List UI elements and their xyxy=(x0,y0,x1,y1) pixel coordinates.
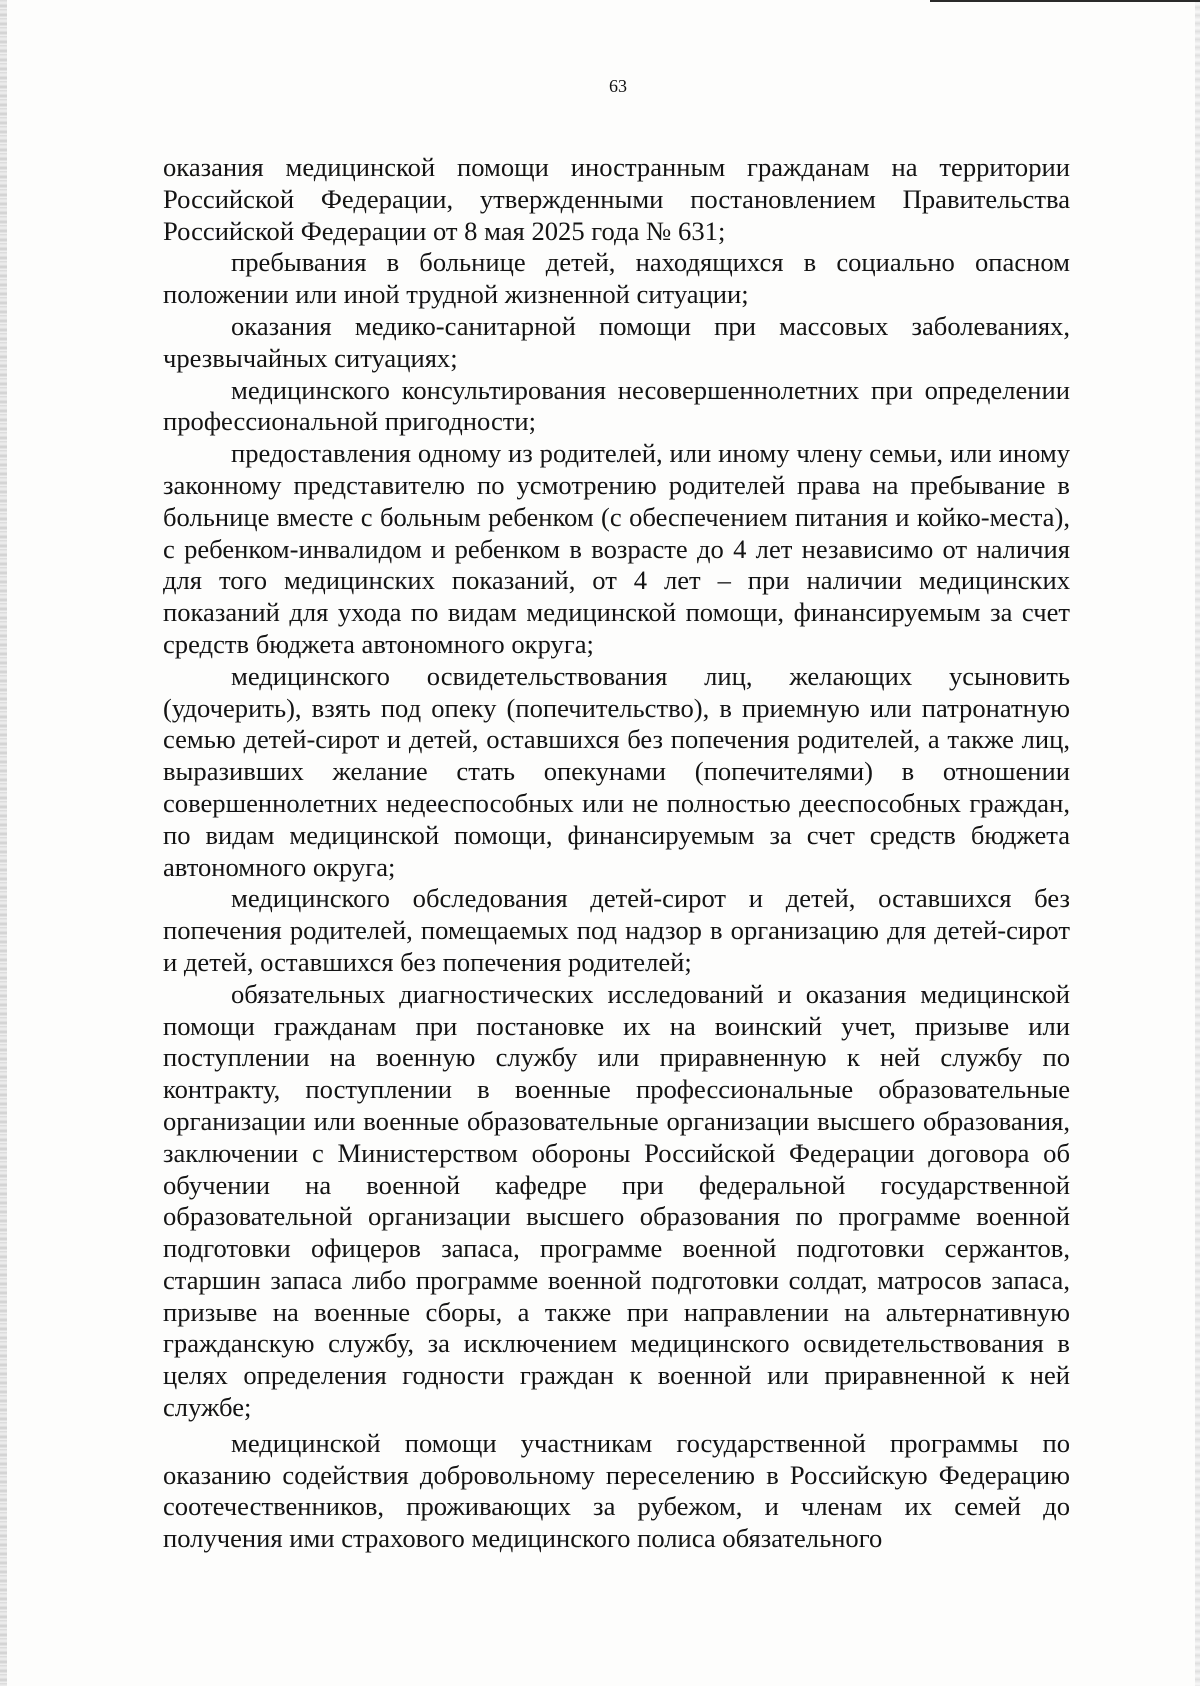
paragraph: обязательных диагностических исследований и оказания медицинской помощи гражданам при постановке их на воинский учет, призыве или поступлении на военную службу или приравненную к ней службу по контракту, поступлении в военные профессиональные образовательные организации или военные образовательные организации высшего образования, заключении с Министерством обороны Российской Федерации договора об обучении на военной кафедре при федеральной государственной образовательной организации высшего образования по программе военной подготовки офицеров запаса, программе военной подготовки сержантов, старшин запаса либо программе военной подготовки солдат, матросов запаса, призыве на военные сборы, а также при направлении на альтернативную гражданскую службу, за исключением медицинского освидетельствования в целях определения годности граждан к военной или приравненной к ней службе; xyxy=(163,978,1070,1423)
paragraph: медицинской помощи участникам государственной программы по оказанию содействия добровольному переселению в Российскую Федерацию соотечественников, проживающих за рубежом, и членам их семей до получения ими страхового медицинского полиса обязательного xyxy=(163,1427,1070,1554)
paragraph: медицинского освидетельствования лиц, желающих усыновить (удочерить), взять под опеку (попечительство), в приемную или патронатную семью детей-сирот и детей, оставшихся без попечения родителей, а также лиц, выразивших желание стать опекунами (попечителями) в отношении совершеннолетних недееспособных или не полностью дееспособных граждан, по видам медицинской помощи, финансируемым за счет средств бюджета автономного округа; xyxy=(163,660,1070,882)
top-rule xyxy=(930,0,1200,2)
scan-edge-left xyxy=(0,0,7,1686)
paragraph: предоставления одному из родителей, или иному члену семьи, или иному законному представителю по усмотрению родителей права на пребывание в больнице вместе с больным ребенком (с обеспечением питания и койко-места), с ребенком-инвалидом и ребенком в возрасте до 4 лет независимо от наличия для того медицинских показаний, от 4 лет – при наличии медицинских показаний для ухода по видам медицинской помощи, финансируемым за счет средств бюджета автономного округа; xyxy=(163,438,1070,659)
paragraph: медицинского обследования детей-сирот и детей, оставшихся без попечения родителей, помещаемых под надзор в организацию для детей-сирот и детей, оставшихся без попечения родителей; xyxy=(163,883,1070,977)
body-text xyxy=(163,152,1070,1555)
paragraph: пребывания в больнице детей, находящихся в социально опасном положении или иной трудной жизненной ситуации; xyxy=(163,247,1070,310)
scan-edge-right xyxy=(1195,0,1200,1686)
paragraph: медицинского консультирования несовершеннолетних при определении профессиональной пригодности; xyxy=(163,374,1070,437)
paragraph: оказания медико-санитарной помощи при массовых заболеваниях, чрезвычайных ситуациях; xyxy=(163,310,1070,373)
page-number: 63 xyxy=(609,76,627,96)
paragraph: оказания медицинской помощи иностранным гражданам на территории Российской Федерации, утвержденными постановлением Правительства Российской Федерации от 8 мая 2025 года № 631; xyxy=(163,152,1070,246)
